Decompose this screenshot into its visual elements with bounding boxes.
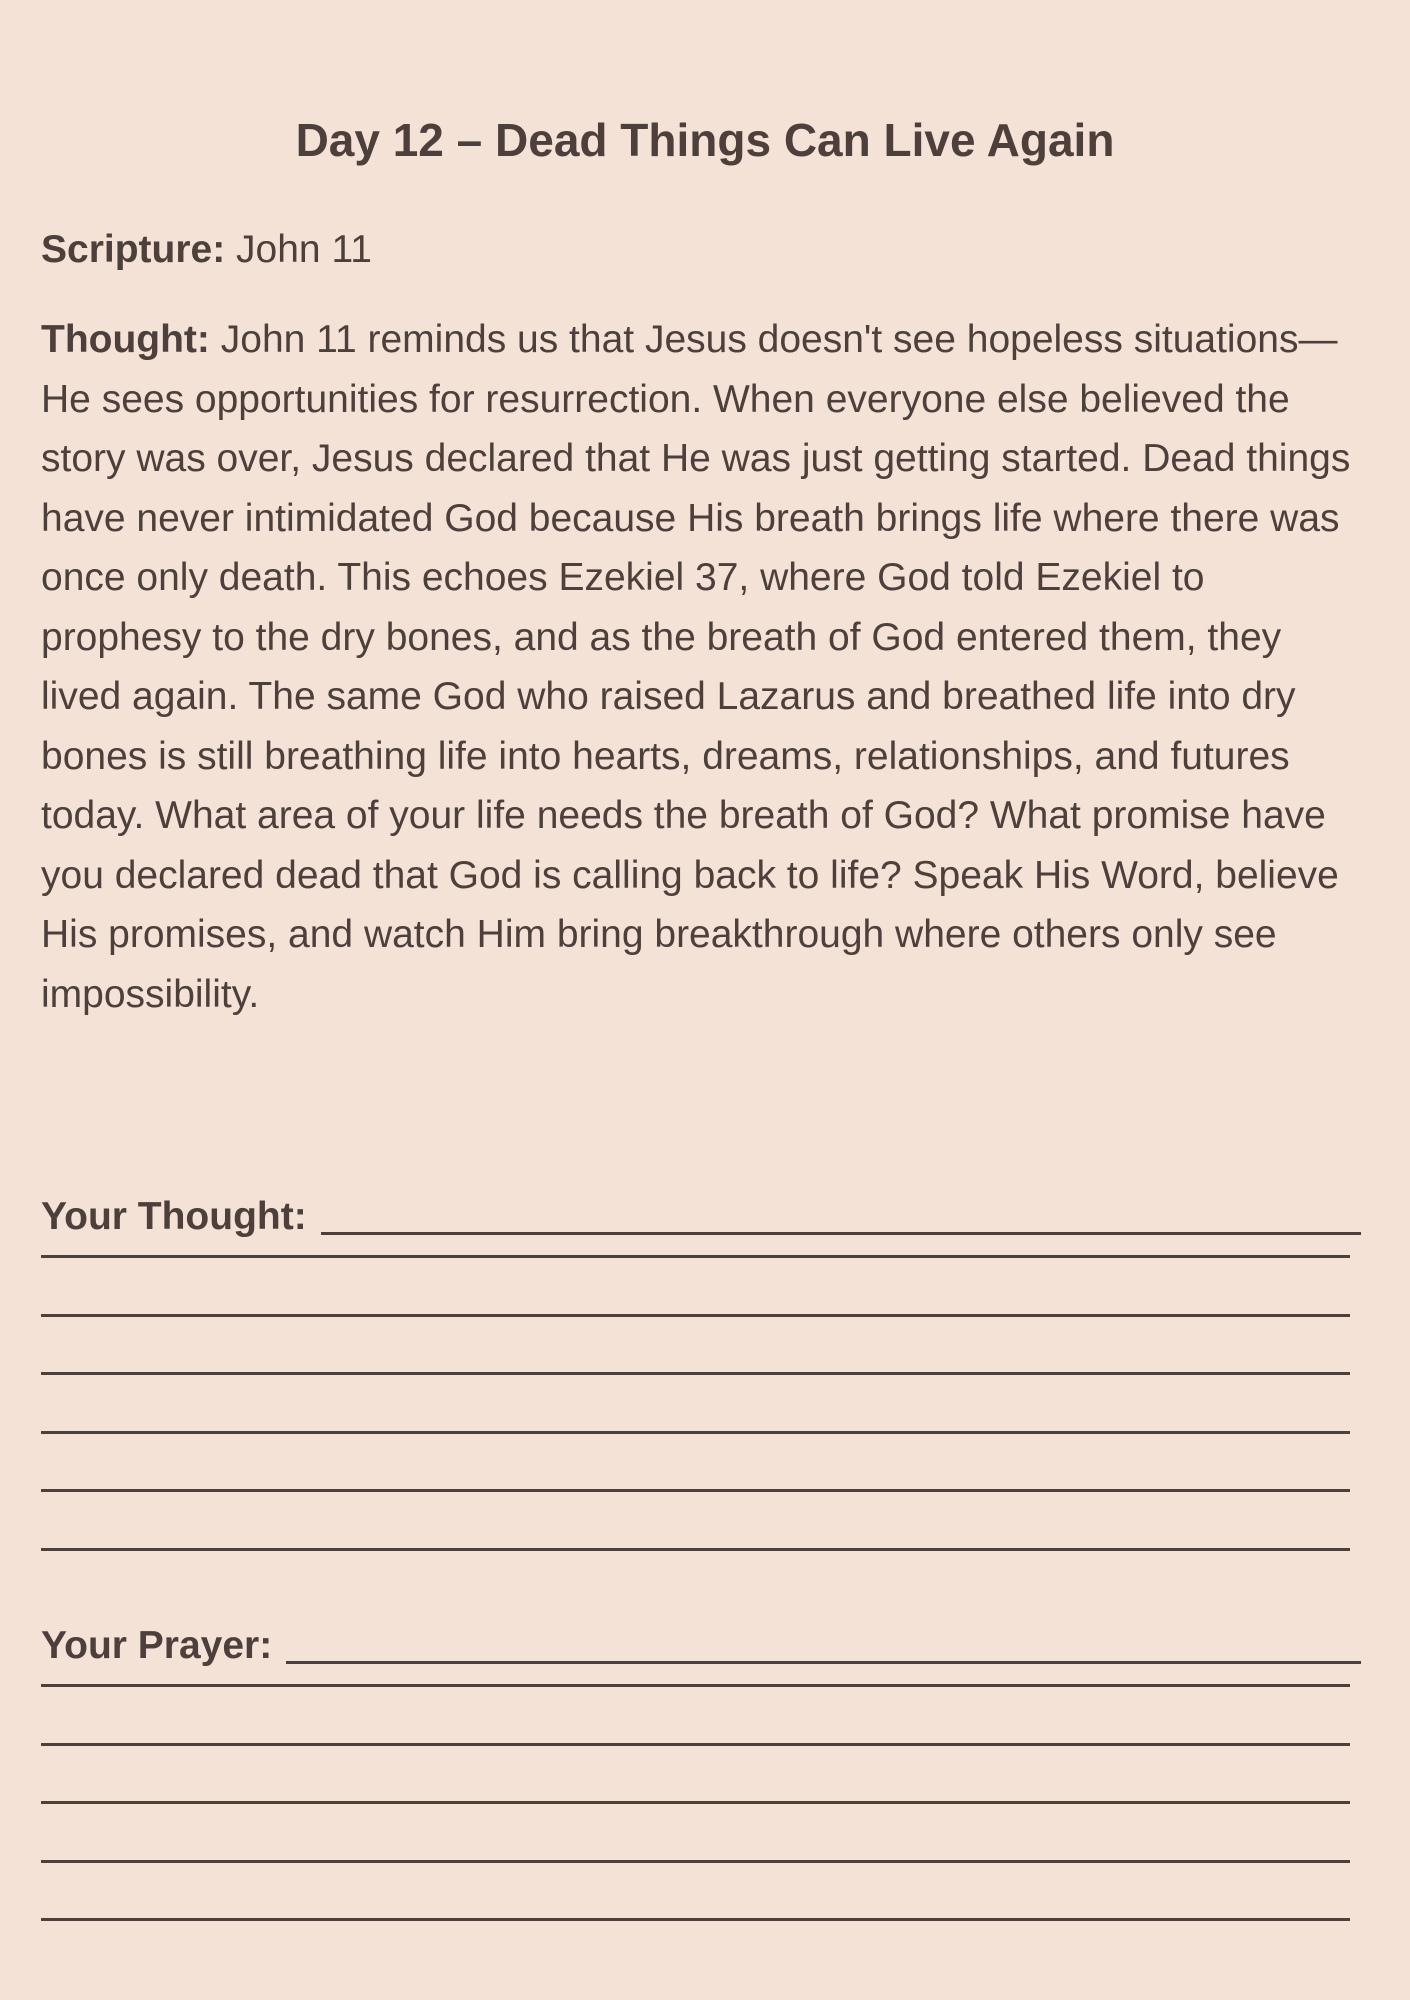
your-prayer-blank[interactable] — [286, 1661, 1361, 1664]
your-prayer-line — [41, 1612, 1361, 1672]
your-prayer-writing-line[interactable] — [41, 1801, 1350, 1804]
thought-paragraph — [41, 310, 1361, 1024]
thought-text: John 11 reminds us that Jesus doesn't see hopeless situations—He sees opportunities for resurrection. When everyone else believed the story was over, Jesus declared that He was just getting started. Dead things have never intimidated God because His breath brings life where there was once only death. This echoes Ezekiel 37, where God told Ezekiel to prophesy to the dry bones, and as the breath of God entered them, they lived again. The same God who raised Lazarus and breathed life into dry bones is still breathing life into hearts, dreams, relationships, and futures today. What area of your life needs the breath of God? What promise have you declared dead that God is calling back to life? Speak His Word, believe His promises, and watch Him bring breakthrough where others only see impossibility. — [41, 318, 1351, 1016]
your-prayer-label: Your Prayer: — [41, 1624, 273, 1667]
your-prayer-writing-line[interactable] — [41, 1743, 1350, 1746]
page-title: Day 12 – Dead Things Can Live Again — [295, 114, 1115, 166]
your-thought-label: Your Thought: — [41, 1195, 307, 1238]
your-prayer-writing-line[interactable] — [41, 1684, 1350, 1687]
your-thought-writing-line[interactable] — [41, 1255, 1350, 1258]
scripture-label: Scripture: — [41, 228, 226, 271]
your-thought-writing-line[interactable] — [41, 1548, 1350, 1551]
your-thought-writing-line[interactable] — [41, 1489, 1350, 1492]
thought-label: Thought: — [41, 318, 210, 361]
your-thought-writing-line[interactable] — [41, 1372, 1350, 1375]
scripture-line — [41, 222, 1361, 278]
your-thought-writing-line[interactable] — [41, 1314, 1350, 1317]
your-prayer-writing-line[interactable] — [41, 1918, 1350, 1921]
your-thought-line — [41, 1183, 1361, 1243]
your-prayer-writing-line[interactable] — [41, 1860, 1350, 1863]
your-thought-blank[interactable] — [321, 1232, 1361, 1235]
your-thought-writing-line[interactable] — [41, 1431, 1350, 1434]
scripture-reference: John 11 — [236, 228, 372, 271]
